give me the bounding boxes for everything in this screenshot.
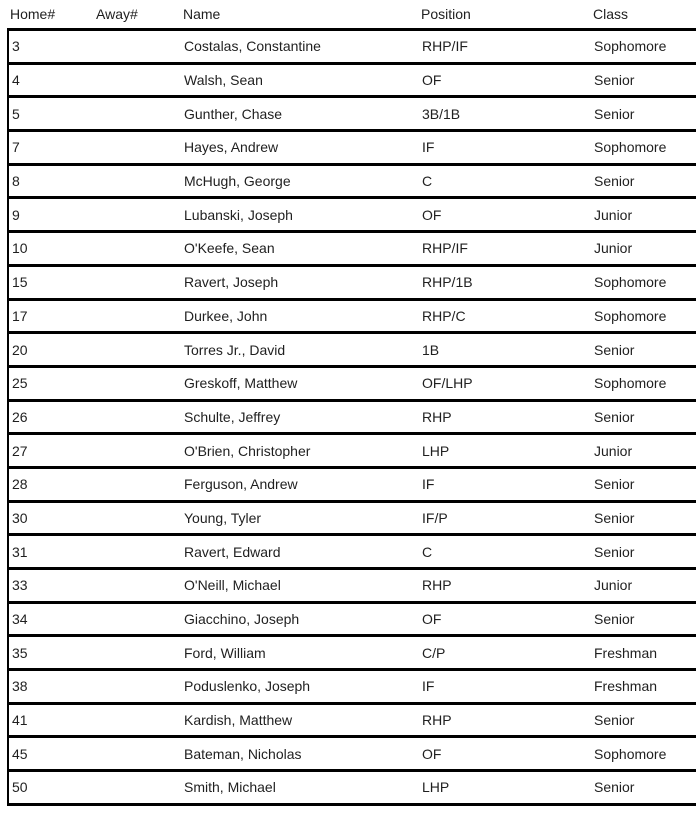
cell-class: Sophomore — [591, 366, 696, 400]
cell-away-number — [94, 333, 181, 367]
table-row — [8, 569, 696, 603]
cell-away-number — [94, 602, 181, 636]
table-row — [8, 400, 696, 434]
table-row — [8, 703, 696, 737]
cell-name: Greskoff, Matthew — [181, 366, 419, 400]
cell-class: Junior — [591, 569, 696, 603]
cell-name: Kardish, Matthew — [181, 703, 419, 737]
cell-home-number: 28 — [8, 467, 94, 501]
cell-away-number — [94, 703, 181, 737]
cell-position: 3B/1B — [419, 97, 591, 131]
cell-position: IF — [419, 131, 591, 165]
table-row — [8, 670, 696, 704]
cell-home-number: 33 — [8, 569, 94, 603]
cell-name: Bateman, Nicholas — [181, 737, 419, 771]
table-row — [8, 131, 696, 165]
cell-class: Sophomore — [591, 299, 696, 333]
table-row — [8, 198, 696, 232]
cell-position: RHP — [419, 703, 591, 737]
roster-table-body — [8, 30, 696, 805]
cell-class: Senior — [591, 703, 696, 737]
cell-name: Hayes, Andrew — [181, 131, 419, 165]
cell-position: IF — [419, 467, 591, 501]
cell-class: Senior — [591, 97, 696, 131]
cell-home-number: 31 — [8, 535, 94, 569]
cell-name: Young, Tyler — [181, 501, 419, 535]
cell-position: C/P — [419, 636, 591, 670]
table-row — [8, 535, 696, 569]
column-header-position: Position — [421, 6, 471, 22]
cell-name: McHugh, George — [181, 164, 419, 198]
cell-class: Senior — [591, 771, 696, 805]
cell-class: Senior — [591, 501, 696, 535]
cell-position: RHP/C — [419, 299, 591, 333]
cell-away-number — [94, 771, 181, 805]
cell-position: IF/P — [419, 501, 591, 535]
cell-home-number: 3 — [8, 30, 94, 64]
table-row — [8, 366, 696, 400]
cell-home-number: 35 — [8, 636, 94, 670]
cell-home-number: 15 — [8, 265, 94, 299]
cell-position: RHP/1B — [419, 265, 591, 299]
cell-name: Gunther, Chase — [181, 97, 419, 131]
cell-name: Walsh, Sean — [181, 63, 419, 97]
cell-away-number — [94, 535, 181, 569]
cell-away-number — [94, 501, 181, 535]
cell-home-number: 10 — [8, 232, 94, 266]
cell-position: RHP/IF — [419, 232, 591, 266]
cell-home-number: 8 — [8, 164, 94, 198]
cell-position: RHP — [419, 400, 591, 434]
cell-name: Ravert, Joseph — [181, 265, 419, 299]
cell-name: Costalas, Constantine — [181, 30, 419, 64]
table-row — [8, 434, 696, 468]
cell-name: Ferguson, Andrew — [181, 467, 419, 501]
cell-position: LHP — [419, 771, 591, 805]
roster-table-header — [8, 0, 696, 30]
cell-position: IF — [419, 670, 591, 704]
cell-home-number: 9 — [8, 198, 94, 232]
cell-class: Senior — [591, 333, 696, 367]
cell-class: Senior — [591, 535, 696, 569]
cell-home-number: 38 — [8, 670, 94, 704]
cell-name: Poduslenko, Joseph — [181, 670, 419, 704]
table-row — [8, 636, 696, 670]
cell-class: Sophomore — [591, 265, 696, 299]
table-row — [8, 501, 696, 535]
cell-class: Senior — [591, 602, 696, 636]
cell-position: RHP — [419, 569, 591, 603]
table-row — [8, 771, 696, 805]
cell-class: Senior — [591, 467, 696, 501]
cell-name: Ravert, Edward — [181, 535, 419, 569]
cell-class: Sophomore — [591, 30, 696, 64]
cell-position: OF — [419, 198, 591, 232]
cell-away-number — [94, 63, 181, 97]
cell-away-number — [94, 131, 181, 165]
cell-away-number — [94, 467, 181, 501]
table-row — [8, 63, 696, 97]
cell-home-number: 26 — [8, 400, 94, 434]
cell-class: Senior — [591, 63, 696, 97]
cell-position: 1B — [419, 333, 591, 367]
cell-home-number: 27 — [8, 434, 94, 468]
roster-table — [7, 0, 696, 806]
cell-name: O'Brien, Christopher — [181, 434, 419, 468]
cell-home-number: 20 — [8, 333, 94, 367]
cell-away-number — [94, 164, 181, 198]
cell-position: OF — [419, 602, 591, 636]
column-header-home-number: Home# — [10, 6, 56, 22]
cell-home-number: 4 — [8, 63, 94, 97]
cell-away-number — [94, 232, 181, 266]
table-row — [8, 602, 696, 636]
cell-home-number: 7 — [8, 131, 94, 165]
cell-away-number — [94, 366, 181, 400]
column-header-away-number: Away# — [96, 6, 138, 22]
cell-class: Junior — [591, 198, 696, 232]
cell-away-number — [94, 265, 181, 299]
cell-name: Smith, Michael — [181, 771, 419, 805]
cell-class: Freshman — [591, 670, 696, 704]
cell-away-number — [94, 434, 181, 468]
cell-position: OF — [419, 63, 591, 97]
cell-name: Lubanski, Joseph — [181, 198, 419, 232]
cell-position: RHP/IF — [419, 30, 591, 64]
cell-name: Torres Jr., David — [181, 333, 419, 367]
header-row — [8, 0, 696, 30]
cell-home-number: 45 — [8, 737, 94, 771]
cell-name: O'Keefe, Sean — [181, 232, 419, 266]
cell-class: Freshman — [591, 636, 696, 670]
cell-name: Durkee, John — [181, 299, 419, 333]
cell-name: Ford, William — [181, 636, 419, 670]
table-row — [8, 299, 696, 333]
cell-away-number — [94, 299, 181, 333]
cell-class: Senior — [591, 400, 696, 434]
cell-away-number — [94, 636, 181, 670]
column-header-name: Name — [183, 6, 221, 22]
cell-class: Sophomore — [591, 737, 696, 771]
cell-home-number: 41 — [8, 703, 94, 737]
cell-name: Giacchino, Joseph — [181, 602, 419, 636]
cell-away-number — [94, 198, 181, 232]
cell-away-number — [94, 400, 181, 434]
cell-name: O'Neill, Michael — [181, 569, 419, 603]
column-header-class: Class — [593, 6, 629, 22]
cell-class: Senior — [591, 164, 696, 198]
cell-position: C — [419, 164, 591, 198]
table-row — [8, 232, 696, 266]
cell-position: LHP — [419, 434, 591, 468]
cell-home-number: 5 — [8, 97, 94, 131]
table-row — [8, 30, 696, 64]
cell-away-number — [94, 97, 181, 131]
cell-away-number — [94, 737, 181, 771]
cell-away-number — [94, 569, 181, 603]
cell-class: Sophomore — [591, 131, 696, 165]
table-row — [8, 467, 696, 501]
cell-home-number: 50 — [8, 771, 94, 805]
cell-home-number: 34 — [8, 602, 94, 636]
cell-home-number: 30 — [8, 501, 94, 535]
cell-class: Junior — [591, 434, 696, 468]
cell-position: OF — [419, 737, 591, 771]
table-row — [8, 97, 696, 131]
cell-class: Junior — [591, 232, 696, 266]
table-row — [8, 333, 696, 367]
cell-name: Schulte, Jeffrey — [181, 400, 419, 434]
cell-home-number: 25 — [8, 366, 94, 400]
cell-home-number: 17 — [8, 299, 94, 333]
table-row — [8, 265, 696, 299]
cell-position: OF/LHP — [419, 366, 591, 400]
cell-position: C — [419, 535, 591, 569]
cell-away-number — [94, 670, 181, 704]
table-row — [8, 737, 696, 771]
cell-away-number — [94, 30, 181, 64]
table-row — [8, 164, 696, 198]
